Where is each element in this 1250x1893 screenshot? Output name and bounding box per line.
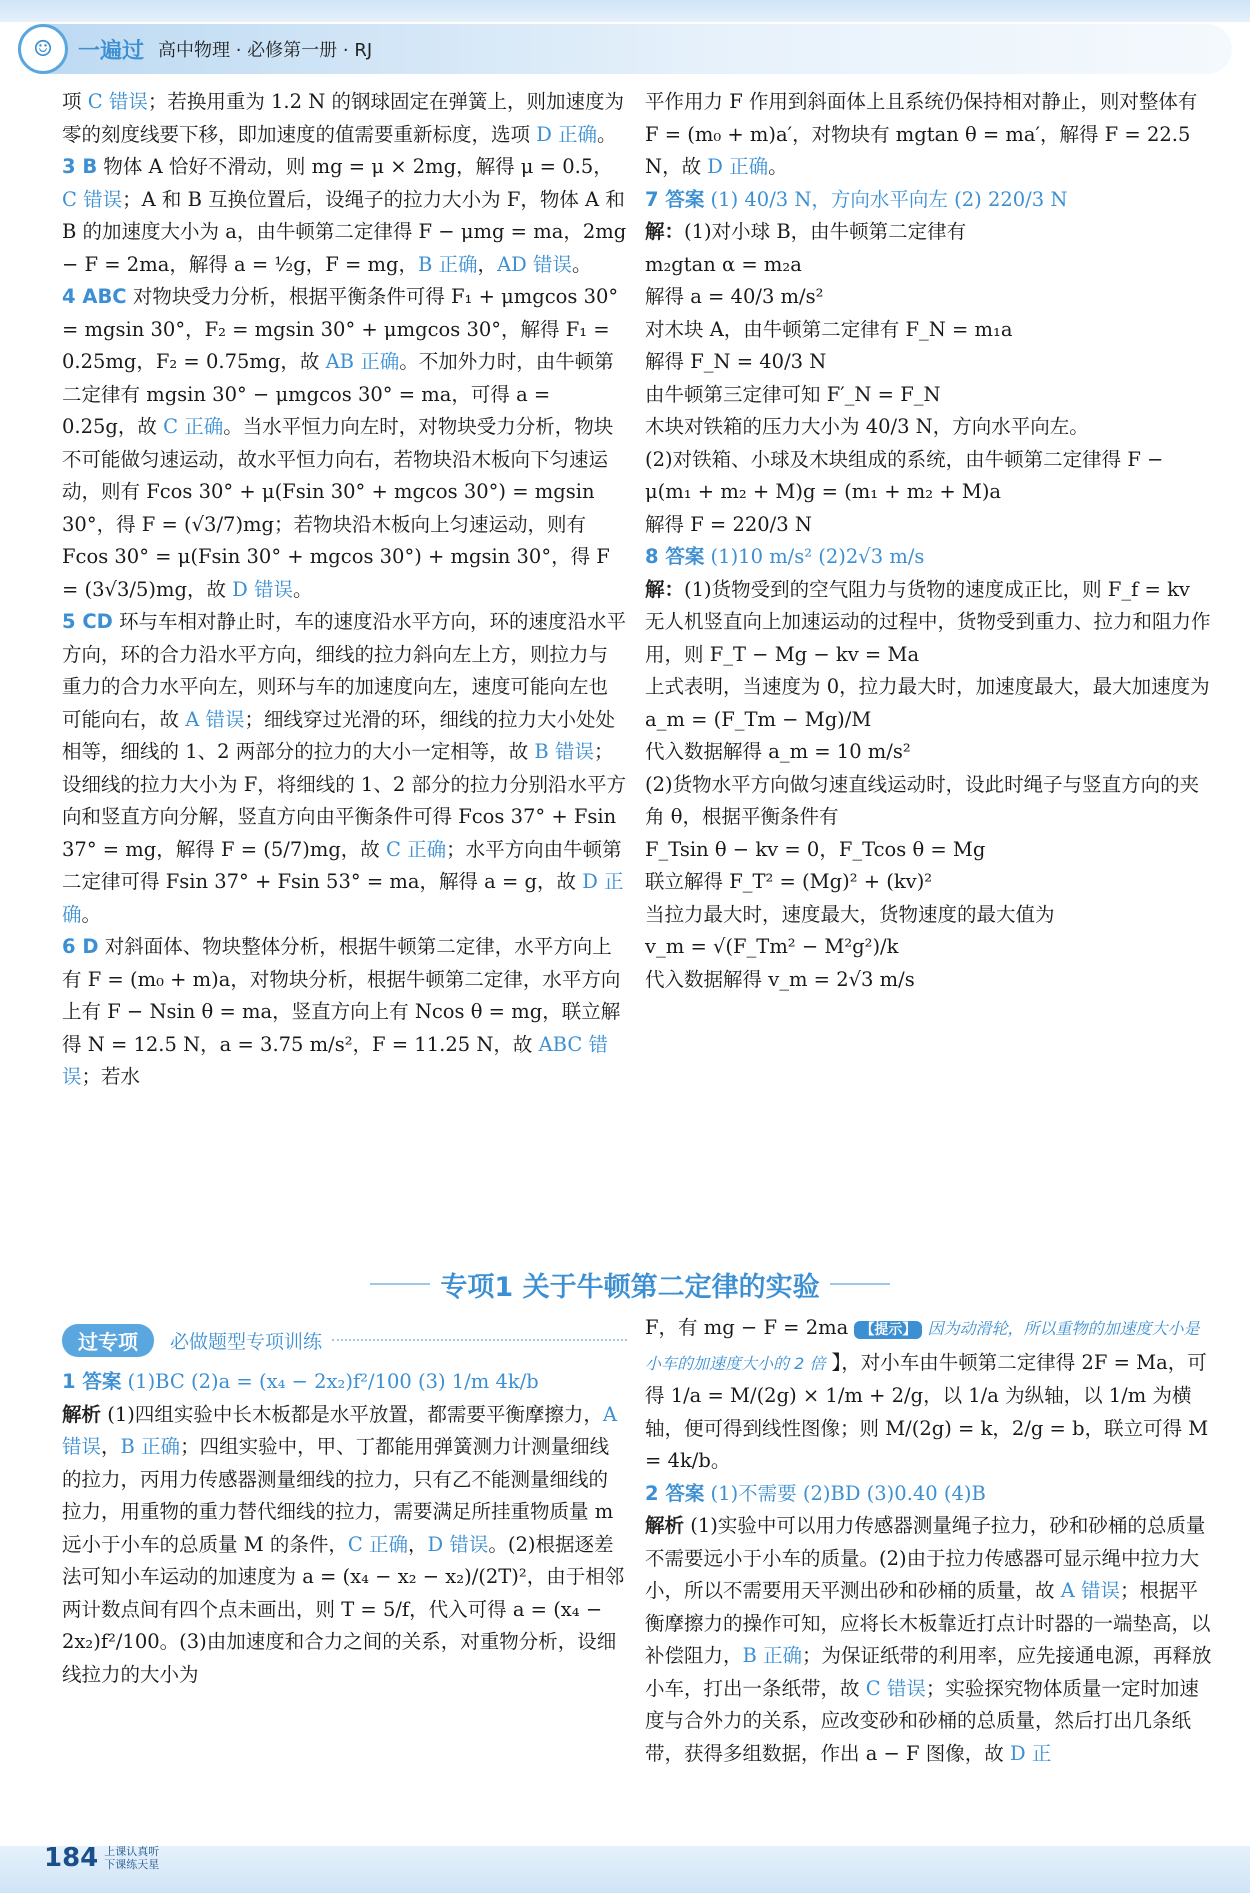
text-run: A 错误 bbox=[185, 707, 245, 731]
text-run: AB 正确 bbox=[325, 350, 400, 373]
paragraph bbox=[645, 411, 1213, 444]
text-run: 对物块受力分析，根据平衡条件可得 F₁ + μmgcos 30° = mgsin 30°，F₂ = mgsin 30° + μmgcos 30°，解得 F₁ = 0.25mg，F₂ = 0.75mg，故 bbox=[62, 285, 619, 373]
text-run: D 错误 bbox=[232, 577, 293, 601]
text-run: AD 错误 bbox=[497, 252, 572, 276]
text-run: (1)对小球 B，由牛顿第二定律有 bbox=[684, 220, 967, 243]
paragraph bbox=[645, 931, 1213, 964]
paragraph bbox=[645, 866, 1213, 899]
paragraph bbox=[62, 86, 627, 151]
text-run: 。 bbox=[571, 252, 592, 276]
text-run: D 正确 bbox=[536, 122, 598, 146]
paragraph bbox=[645, 964, 1213, 997]
paragraph bbox=[645, 671, 1213, 736]
paragraph bbox=[645, 86, 1213, 184]
text-run: 4 ABC bbox=[62, 285, 127, 308]
text-run: D 正确 bbox=[707, 155, 769, 178]
text-run: 无人机竖直向上加速运动的过程中，货物受到重力、拉力和阻力作用，则 F_T − Mg − kv = Ma bbox=[645, 610, 1211, 666]
text-run: 。当水平恒力向左时，对物块受力分析，物块不可能做匀速运动，故水平恒力向右，若物块沿木板向下匀速运动，则有 Fcos 30° + μ(Fsin 30° + mgcos 30°) = mgsin 30°，得 F = (√3/7)mg；若物块沿木板向上匀速运动，则有 Fcos 30° = μ(Fsin 30° + mgcos 30°) + mgsin 30°，得 F = (3√3/5)mg，故 bbox=[62, 415, 614, 601]
text-run: 。 bbox=[597, 122, 617, 146]
text-run: D 错误 bbox=[427, 1532, 489, 1556]
section-tag: 过专项 bbox=[62, 1324, 154, 1357]
bottom-left-column bbox=[62, 1366, 627, 1691]
text-run: 。不加外力时，由牛顿第二定律有 mgsin 30° − μmgcos 30° = ma，可得 a = 0.25g，故 bbox=[62, 350, 614, 438]
paragraph bbox=[62, 151, 627, 281]
paragraph bbox=[645, 444, 1213, 509]
text-run: (1)10 m/s² (2)2√3 m/s bbox=[704, 545, 925, 568]
text-run: 联立解得 F_T² = (Mg)² + (kv)² bbox=[645, 870, 933, 893]
text-run: 解析 bbox=[645, 1514, 685, 1537]
text-run: 。 bbox=[768, 155, 788, 178]
text-run: 对斜面体、物块整体分析，根据牛顿第二定律，水平方向上有 F = (m₀ + m)a，对物块分析，根据牛顿第二定律，水平方向上有 F − Nsin θ = ma，竖直方向上有 Ncos θ = mg，联立解得 N = 12.5 N，a = 3.75 m/s²，F = 11.25 N，故 bbox=[62, 935, 621, 1056]
text-run: v_m = √(F_Tm² − M²g²)/k bbox=[645, 935, 899, 958]
text-run: D 正确 bbox=[62, 870, 624, 926]
right-column bbox=[645, 86, 1213, 996]
text-run: C 正确 bbox=[347, 1532, 408, 1556]
paragraph bbox=[645, 379, 1213, 412]
text-run: 3 B bbox=[62, 155, 98, 178]
text-run: 】，对小车由牛顿第二定律得 2F = Ma，可得 1/a = M/(2g) × 1/m + 2/g，以 1/a 为纵轴，以 1/m 为横轴，便可得到线性图像；则 M/(2g) = k，2/g = b，联立可得 M = 4k/b。 bbox=[645, 1350, 1209, 1472]
footer-slogan bbox=[104, 1845, 159, 1871]
text-run: ；细线穿过光滑的环，细线的拉力大小处处相等，细线的 1、2 两部分的拉力的大小一定相等，故 bbox=[62, 707, 615, 763]
text-run: A 错误 bbox=[62, 1402, 617, 1458]
text-run: ；设细线的拉力大小为 F，将细线的 1、2 部分的拉力分别沿水平方向和竖直方向分解，竖直方向由平衡条件可得 Fcos 37° + Fsin 37° = mg，解得 F = (5/7)mg，故 bbox=[62, 740, 626, 861]
text-run: 5 CD bbox=[62, 610, 113, 633]
text-run: 2 答案 bbox=[645, 1481, 705, 1505]
text-run: 因为动滑轮，所以重物的加速度大小是小车的加速度大小的 2 倍 bbox=[645, 1319, 1200, 1373]
text-run: ， bbox=[477, 252, 498, 276]
text-run: 。(2)根据逐差法可知小车运动的加速度为 a = (x₄ − x₂ − x₂)/(2T)²，由于相邻两计数点间有四个点未画出，则 T = 5/f，代入可得 a = (x₄ − 2x₂)f²/100。(3)由加速度和合力之间的关系，对重物分析，设细线拉力的大小为 bbox=[62, 1532, 625, 1686]
text-run: 解： bbox=[645, 220, 685, 243]
paragraph bbox=[645, 1510, 1213, 1770]
text-run: 木块对铁箱的压力大小为 40/3 N，方向水平向左。 bbox=[645, 415, 1089, 438]
text-run: 解： bbox=[645, 577, 685, 601]
paragraph bbox=[645, 574, 1213, 607]
text-run: ， bbox=[408, 1532, 428, 1556]
page-header bbox=[18, 24, 1232, 74]
text-run: 解得 a = 40/3 m/s² bbox=[645, 285, 824, 308]
text-run: 代入数据解得 a_m = 10 m/s² bbox=[645, 740, 911, 763]
text-run: 【提示】 bbox=[854, 1321, 922, 1339]
paragraph bbox=[645, 346, 1213, 379]
text-run: C 错误 bbox=[62, 187, 123, 211]
text-run: ；实验探究物体质量一定时加速度与合外力的关系，应改变砂和砂桶的总质量，然后打出几条纸带，获得多组数据，作出 a − F 图像，故 bbox=[645, 1676, 1199, 1765]
text-run: 平作用力 F 作用到斜面体上且系统仍保持相对静止，则对整体有 F = (m₀ + m)a′，对物块有 mgtan θ = ma′，解得 F = 22.5 N，故 bbox=[645, 90, 1198, 178]
text-run: A 错误 bbox=[1060, 1579, 1120, 1602]
paragraph bbox=[645, 314, 1213, 347]
text-run: (1)货物受到的空气阻力与货物的速度成正比，则 F_f = kv bbox=[684, 577, 1190, 601]
text-run: ABC 错误 bbox=[62, 1032, 608, 1088]
text-run: ；根据平衡摩擦力的操作可知，应将长木板靠近打点计时器的一端垫高，以补偿阻力， bbox=[645, 1579, 1211, 1667]
text-run: 项 bbox=[62, 90, 88, 113]
text-run: ， bbox=[101, 1435, 121, 1458]
text-run: B 正确 bbox=[742, 1644, 803, 1667]
text-run: (1)四组实验中长木板都是水平放置，都需要平衡摩擦力， bbox=[101, 1402, 603, 1426]
text-run: ；若水 bbox=[81, 1065, 141, 1088]
paragraph bbox=[645, 1478, 1213, 1511]
slogan-line: 上课认真听 bbox=[104, 1845, 160, 1858]
page-number: 184 bbox=[44, 1843, 99, 1873]
text-run: 由牛顿第三定律可知 F′_N = F_N bbox=[645, 382, 941, 406]
divider bbox=[332, 1339, 627, 1341]
paragraph bbox=[645, 509, 1213, 542]
page-number-box bbox=[44, 1838, 159, 1878]
text-run: F_Tsin θ − kv = 0，F_Tcos θ = Mg bbox=[645, 837, 986, 861]
text-run: (1)实验中可以用力传感器测量绳子拉力，砂和砂桶的总质量不需要远小于小车的质量。(2)由于拉力传感器可显示绳中拉力大小，所以不需要用天平测出砂和砂桶的质量，故 bbox=[645, 1514, 1206, 1602]
text-run: B 错误 bbox=[534, 740, 594, 763]
section-title bbox=[360, 1262, 900, 1306]
text-run: 。 bbox=[292, 577, 313, 601]
bottom-right-column bbox=[645, 1312, 1213, 1770]
text-run: 当拉力最大时，速度最大，货物速度的最大值为 bbox=[645, 902, 1055, 926]
text-run: ；若换用重为 1.2 N 的钢球固定在弹簧上，则加速度为零的刻度线要下移，即加速度的值需要重新标度，选项 bbox=[62, 90, 624, 146]
divider bbox=[830, 1283, 890, 1285]
section-heading: 专项1 关于牛顿第二定律的实验 bbox=[440, 1271, 820, 1303]
text-run: B 正确 bbox=[418, 252, 478, 276]
text-run: 物体 A 恰好不滑动，则 mg = μ × 2mg，解得 μ = 0.5， bbox=[97, 155, 613, 178]
text-run: ；为保证纸带的利用率，应先接通电源，再释放小车，打出一条纸带，故 bbox=[645, 1644, 1212, 1700]
paragraph bbox=[62, 281, 627, 606]
text-run: D 正 bbox=[1010, 1741, 1052, 1765]
divider bbox=[370, 1283, 430, 1285]
paragraph bbox=[62, 931, 627, 1094]
text-run: 解得 F_N = 40/3 N bbox=[645, 350, 827, 373]
text-run: 6 D bbox=[62, 935, 99, 958]
section-bar bbox=[62, 1322, 627, 1358]
text-run: (1)BC (2)a = (x₄ − 2x₂)f²/100 (3) 1/m 4k/b bbox=[121, 1370, 539, 1393]
text-run: C 正确 bbox=[386, 837, 447, 861]
text-run: 代入数据解得 v_m = 2√3 m/s bbox=[645, 967, 915, 991]
paragraph bbox=[645, 281, 1213, 314]
text-run: (1)不需要 (2)BD (3)0.40 (4)B bbox=[704, 1481, 986, 1505]
text-run: F，有 mg − F = 2ma bbox=[645, 1316, 855, 1339]
text-run: 。 bbox=[81, 902, 102, 926]
paragraph bbox=[62, 1399, 627, 1692]
text-run: (2)对铁箱、小球及木块组成的系统，由牛顿第二定律得 F − μ(m₁ + m₂ + M)g = (m₁ + m₂ + M)a bbox=[645, 447, 1164, 503]
text-run: 解得 F = 220/3 N bbox=[645, 512, 812, 536]
brand-name: 一遍过 bbox=[78, 38, 145, 64]
paragraph bbox=[645, 769, 1213, 834]
text-run: 1 答案 bbox=[62, 1370, 122, 1393]
text-run: (2)货物水平方向做匀速直线运动时，设此时绳子与竖直方向的夹角 θ，根据平衡条件有 bbox=[645, 772, 1200, 828]
text-run: m₂gtan α = m₂a bbox=[645, 252, 802, 276]
paragraph bbox=[645, 216, 1213, 249]
paragraph bbox=[645, 736, 1213, 769]
paragraph bbox=[62, 1366, 627, 1399]
text-run: C 错误 bbox=[865, 1676, 926, 1700]
text-run: 环与车相对静止时，车的速度沿水平方向，环的速度沿水平方向，环的合力沿水平方向，细线的拉力斜向左上方，则拉力与重力的合力水平向左，则环与车的加速度向左，速度可能向左也可能向右，故 bbox=[62, 610, 627, 731]
text-run: B 正确 bbox=[120, 1435, 181, 1458]
text-run: ；A 和 B 互换位置后，设绳子的拉力大小为 F，物体 A 和 B 的加速度大小为 a，由牛顿第二定律得 F − μmg = ma，2mg − F = 2ma，解得 a = ½g，F = mg， bbox=[62, 187, 627, 276]
mascot-icon: ☺ bbox=[18, 24, 68, 74]
footer-band bbox=[0, 1846, 1250, 1893]
text-run: ；水平方向由牛顿第二定律可得 Fsin 37° + Fsin 53° = ma，解得 a = g，故 bbox=[62, 837, 622, 893]
top-band bbox=[0, 0, 1250, 22]
slogan-line: 下课练天星 bbox=[104, 1858, 160, 1871]
text-run: 7 答案 bbox=[645, 187, 705, 211]
paragraph bbox=[645, 249, 1213, 282]
text-run: C 正确 bbox=[163, 415, 224, 438]
text-run: 对木块 A，由牛顿第二定律有 F_N = m₁a bbox=[645, 317, 1013, 341]
text-run: C 错误 bbox=[87, 90, 148, 113]
paragraph bbox=[62, 606, 627, 931]
paragraph bbox=[645, 899, 1213, 932]
text-run: (1) 40/3 N，方向水平向左 (2) 220/3 N bbox=[704, 187, 1068, 211]
paragraph bbox=[645, 1312, 1213, 1478]
paragraph bbox=[645, 606, 1213, 671]
left-column bbox=[62, 86, 627, 1094]
text-run: 解析 bbox=[62, 1402, 102, 1426]
paragraph bbox=[645, 541, 1213, 574]
text-run: 上式表明，当速度为 0，拉力最大时，加速度最大，最大加速度为 a_m = (F_Tm − Mg)/M bbox=[645, 675, 1210, 731]
text-run: ；四组实验中，甲、丁都能用弹簧测力计测量细线的拉力，丙用力传感器测量细线的拉力，只有乙不能测量细线的拉力，用重物的重力替代细线的拉力，需要满足所挂重物质量 m 远小于小车的总质量 M 的条件， bbox=[62, 1435, 614, 1556]
paragraph bbox=[645, 184, 1213, 217]
paragraph bbox=[645, 834, 1213, 867]
section-subtitle: 必做题型专项训练 bbox=[170, 1330, 323, 1353]
text-run: 8 答案 bbox=[645, 545, 705, 568]
book-title: 高中物理 · 必修第一册 · RJ bbox=[158, 40, 373, 61]
